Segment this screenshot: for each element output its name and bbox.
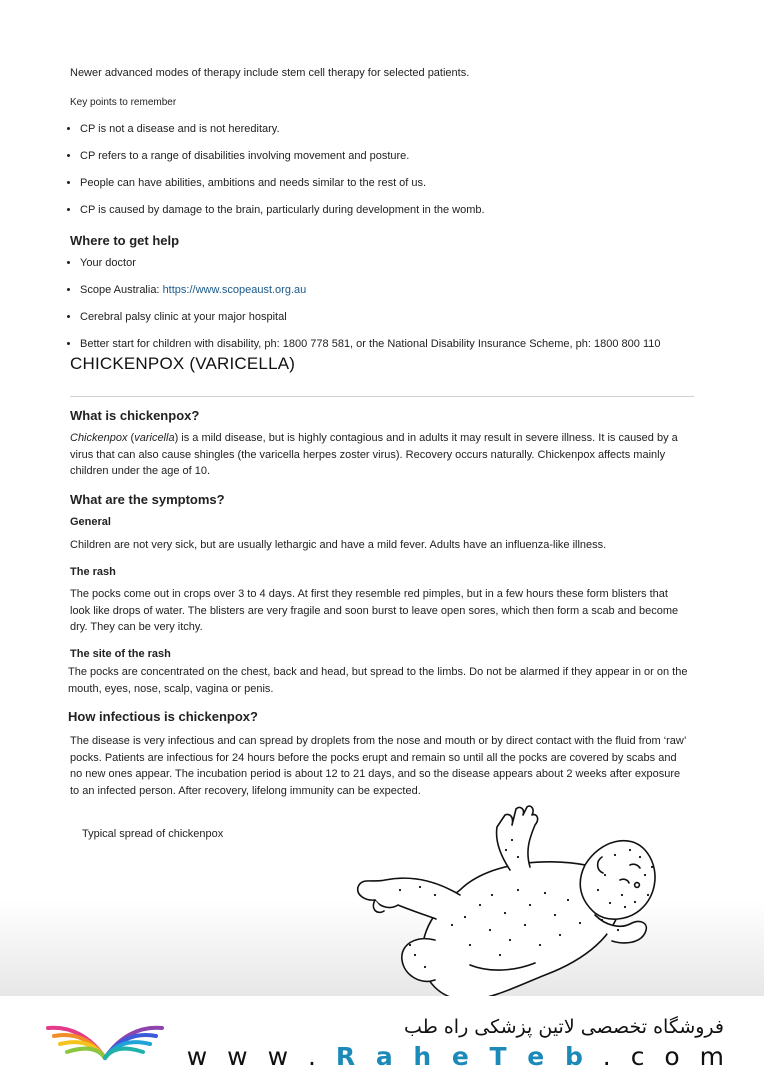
- key-points-heading: Key points to remember: [70, 97, 177, 108]
- title-divider: [70, 396, 694, 397]
- rash-heading: The rash: [70, 566, 116, 578]
- list-item: • CP is caused by damage to the brain, particularly during development in the womb.: [80, 197, 485, 224]
- list-item: [80, 277, 661, 304]
- what-paragraph: [70, 430, 690, 480]
- site-heading: The site of the rash: [70, 648, 171, 660]
- rash-paragraph: The pocks come out in crops over 3 to 4 days. At first they resemble red pimples, but in a few hours these form blisters that look like drops of water. The blisters are very fragile and soon burst to leave open sores, which then form a scab and become dry. They can be very itchy.: [70, 588, 679, 633]
- general-heading: General: [70, 516, 111, 528]
- infectious-paragraph: The disease is very infectious and can spread by droplets from the nose and mouth or by direct contact with the fluid from ‘raw’ pocks. Patients are infectious for 24 hours before the pocks erupt and remain so until all the pocks are covered by scabs and no new ones appear. The incubation period is about 12 to 21 days, and so the disease appears about 2 weeks after exposure to an infected person. After recovery, lifelong immunity can be expected.: [70, 735, 686, 797]
- symptoms-heading: What are the symptoms?: [70, 492, 225, 507]
- store-url: [187, 1042, 730, 1071]
- open-book-logo-icon: [40, 1006, 170, 1068]
- list-item: • Cerebral palsy clinic at your major hospital: [80, 304, 661, 331]
- scope-link[interactable]: https://www.scopeaust.org.au: [162, 284, 307, 296]
- url-prefix: w w w .: [186, 1042, 336, 1071]
- list-item: • CP is not a disease and is not hereditary.: [80, 116, 485, 143]
- baby-chickenpox-illustration: [340, 795, 680, 1000]
- store-name: فروشگاه تخصصی لاتین پزشکی راه طب: [404, 1016, 724, 1038]
- help-list: [62, 250, 661, 358]
- term-varicella: varicella: [134, 432, 175, 444]
- infectious-heading: How infectious is chickenpox?: [68, 709, 258, 724]
- page-title: CHICKENPOX (VARICELLA): [70, 354, 296, 373]
- list-item: • People can have abilities, ambitions and needs similar to the rest of us.: [80, 170, 485, 197]
- help-heading: Where to get help: [70, 233, 180, 248]
- store-footer-banner: [0, 996, 764, 1080]
- figure-caption: Typical spread of chickenpox: [82, 828, 224, 840]
- what-heading: What is chickenpox?: [70, 408, 200, 423]
- term-chickenpox: Chickenpox: [70, 432, 128, 444]
- url-brand: R a h e T e b: [335, 1042, 589, 1071]
- url-suffix: . c o m: [588, 1042, 730, 1071]
- key-points-list: [62, 116, 485, 224]
- scope-label: Scope Australia:: [80, 284, 163, 296]
- list-item: • Better start for children with disability, ph: 1800 778 581, or the National Disability Insurance Scheme, ph: 1800 800 110: [80, 331, 661, 358]
- intro-paragraph: Newer advanced modes of therapy include stem cell therapy for selected patients.: [70, 67, 470, 79]
- general-paragraph: Children are not very sick, but are usually lethargic and have a mild fever. Adults have an influenza-like illness.: [70, 539, 607, 551]
- what-text-1: (: [127, 432, 135, 444]
- site-paragraph: The pocks are concentrated on the chest, back and head, but spread to the limbs. Do not be alarmed if they appear in or on the mouth, eyes, nose, scalp, vagina or penis.: [68, 666, 688, 695]
- list-item: • CP refers to a range of disabilities involving movement and posture.: [80, 143, 485, 170]
- what-text-2: ) is a mild disease, but is highly contagious and in adults it may result in severe illness. It is caused by a virus that can also cause shingles (the varicella herpes zoster virus). Recovery occurs naturally. Chickenpox affects mainly children under the age of 10.: [70, 432, 678, 477]
- list-item: • Your doctor: [80, 250, 661, 277]
